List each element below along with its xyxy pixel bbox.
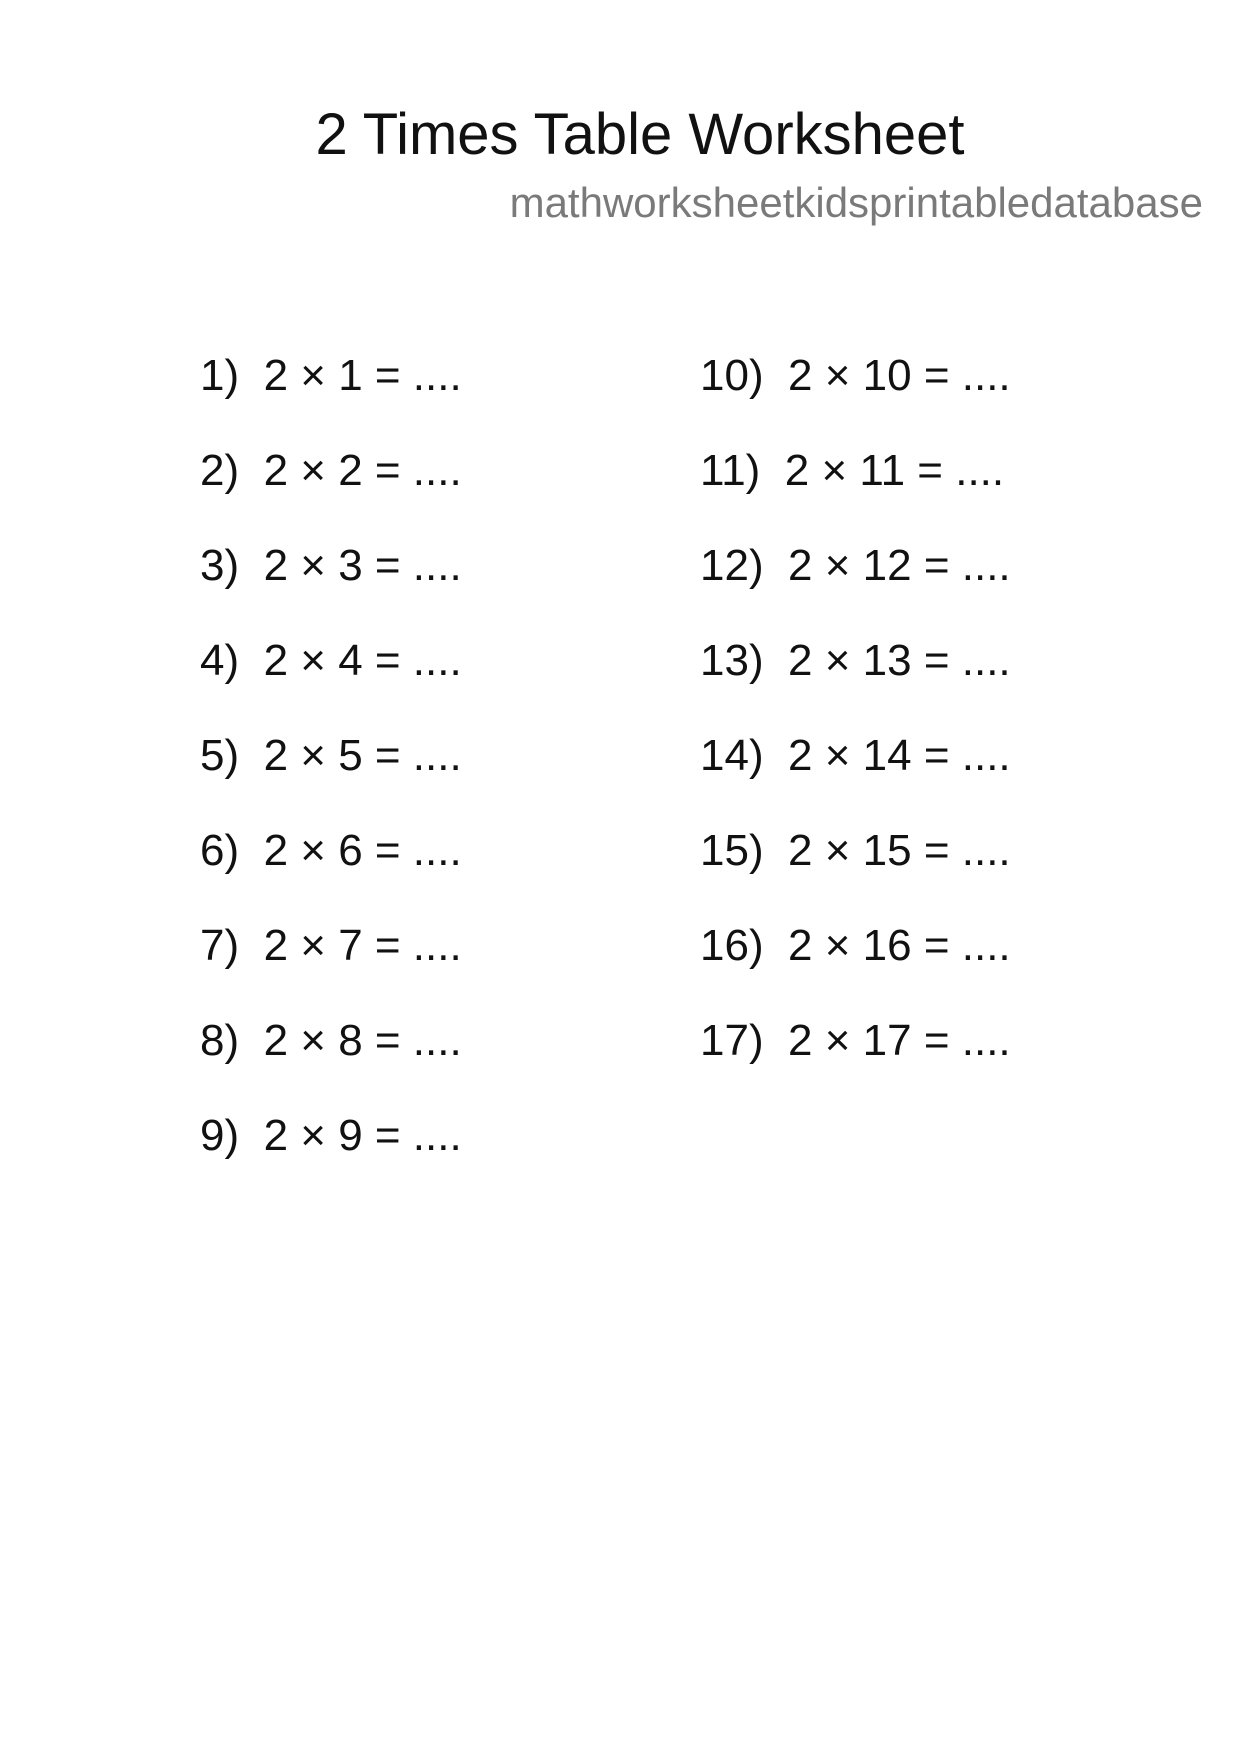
- problem-item: 8) 2 × 8 = ....: [200, 1016, 462, 1065]
- problem-item: 12) 2 × 12 = ....: [700, 541, 1011, 590]
- problem-item: 2) 2 × 2 = ....: [200, 446, 462, 495]
- problem-item: 10) 2 × 10 = ....: [700, 351, 1011, 400]
- worksheet-title: 2 Times Table Worksheet: [315, 102, 965, 167]
- problem-item: 9) 2 × 9 = ....: [200, 1111, 462, 1160]
- worksheet-subtitle: mathworksheetkidsprintabledatabase: [509, 179, 1203, 226]
- problem-item: 13) 2 × 13 = ....: [700, 636, 1011, 685]
- problem-item: 17) 2 × 17 = ....: [700, 1016, 1011, 1065]
- problem-item: 11) 2 × 11 = ....: [700, 446, 1005, 495]
- problem-list-left: [200, 350, 462, 1205]
- problem-item: 14) 2 × 14 = ....: [700, 731, 1011, 780]
- problem-item: 6) 2 × 6 = ....: [200, 826, 462, 875]
- problem-item: 7) 2 × 7 = ....: [200, 921, 462, 970]
- problem-list-right: [700, 350, 1011, 1110]
- problem-item: 15) 2 × 15 = ....: [700, 826, 1011, 875]
- problem-item: 16) 2 × 16 = ....: [700, 921, 1011, 970]
- problem-item: 1) 2 × 1 = ....: [200, 351, 462, 400]
- problem-item: 3) 2 × 3 = ....: [200, 541, 462, 590]
- problem-item: 5) 2 × 5 = ....: [200, 731, 462, 780]
- problem-item: 4) 2 × 4 = ....: [200, 636, 462, 685]
